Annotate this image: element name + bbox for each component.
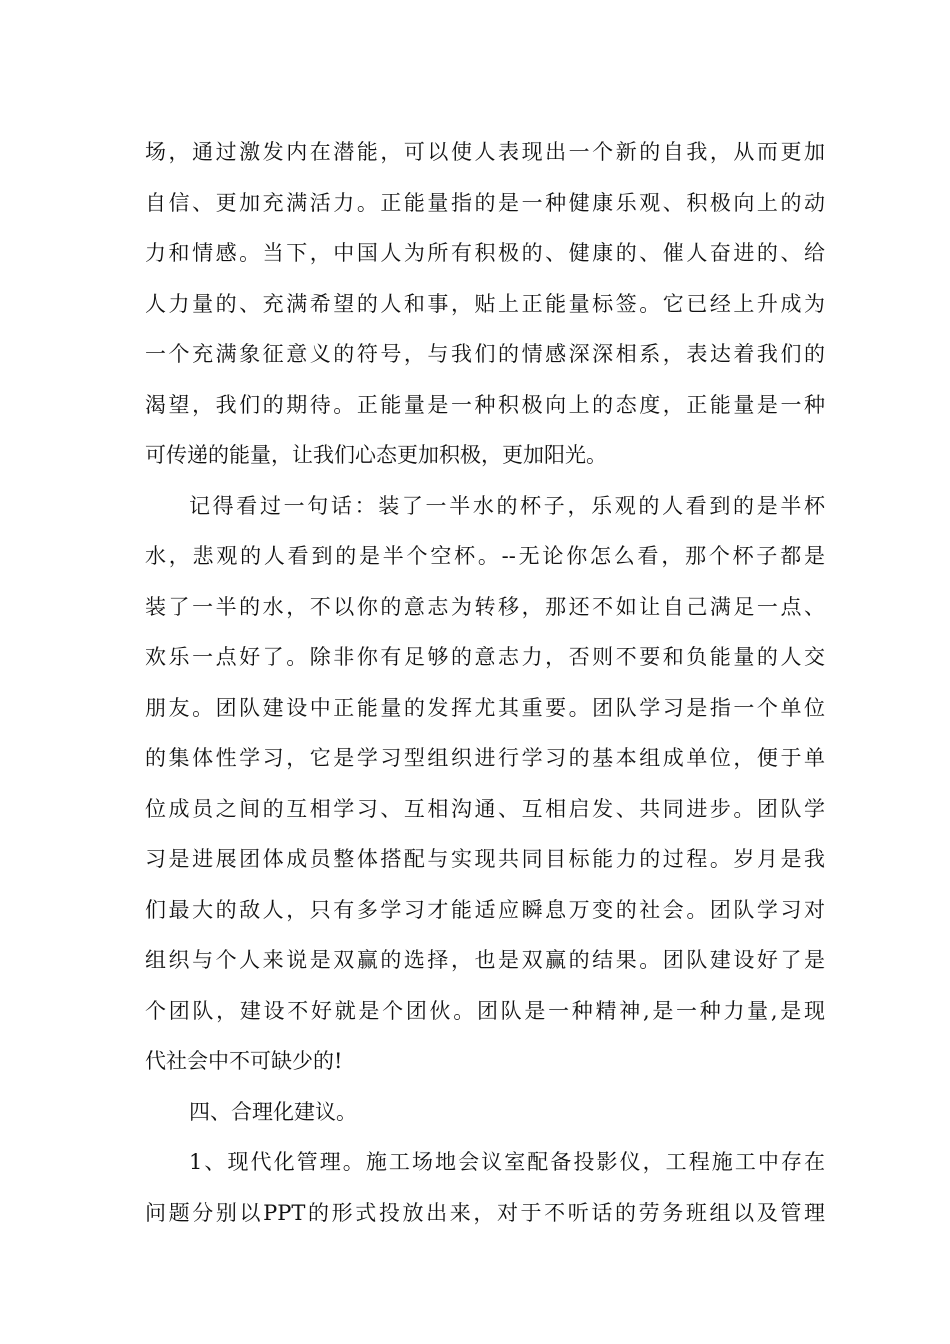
text-line: 可传递的能量，让我们心态更加积极，更加阳光。: [145, 443, 607, 467]
text-line: 欢乐一点好了。除非你有足够的意志力，否则不要和负能量的人交: [145, 645, 825, 669]
text-line: 习是进展团体成员整体搭配与实现共同目标能力的过程。岁月是我: [145, 847, 825, 871]
text-line: 自信、更加充满活力。正能量指的是一种健康乐观、积极向上的动: [145, 190, 825, 215]
text-line: 记得看过一句话：装了一半水的杯子，乐观的人看到的是半杯: [189, 493, 825, 518]
text-line: 1、现代化管理。施工场地会议室配备投影仪，工程施工中存在: [189, 1150, 825, 1174]
text-line: 问题分别以PPT的形式投放出来，对于不听话的劳务班组以及管理: [145, 1200, 825, 1225]
text-line: 场，通过激发内在潜能，可以使人表现出一个新的自我，从而更加: [145, 140, 825, 164]
text-line: 渴望，我们的期待。正能量是一种积极向上的态度，正能量是一种: [145, 392, 825, 417]
text-line: 代社会中不可缺少的!: [145, 1049, 343, 1073]
text-line: 朋友。团队建设中正能量的发挥尤其重要。团队学习是指一个单位: [145, 695, 825, 720]
text-line: 人力量的、充满希望的人和事，贴上正能量标签。它已经上升成为: [145, 291, 825, 316]
text-line: 一个充满象征意义的符号，与我们的情感深深相系，表达着我们的: [145, 342, 825, 366]
text-line: 力和情感。当下，中国人为所有积极的、健康的、催人奋进的、给: [145, 241, 825, 265]
text-line: 个团队，建设不好就是个团伙。团队是一种精神,是一种力量,是现: [145, 998, 825, 1023]
text-line: 们最大的敌人，只有多学习才能适应瞬息万变的社会。团队学习对: [145, 897, 825, 922]
text-line: 装了一半的水，不以你的意志为转移，那还不如让自己满足一点、: [145, 594, 825, 619]
text-line: 水，悲观的人看到的是半个空杯。--无论你怎么看，那个杯子都是: [145, 544, 825, 568]
text-line: 组织与个人来说是双赢的选择，也是双赢的结果。团队建设好了是: [145, 948, 825, 972]
section-heading: 四、合理化建议。: [189, 1099, 357, 1124]
text-line: 的集体性学习，它是学习型组织进行学习的基本组成单位，便于单: [145, 746, 825, 770]
text-line: 位成员之间的互相学习、互相沟通、互相启发、共同进步。团队学: [145, 796, 825, 821]
document-body: [145, 127, 825, 1238]
